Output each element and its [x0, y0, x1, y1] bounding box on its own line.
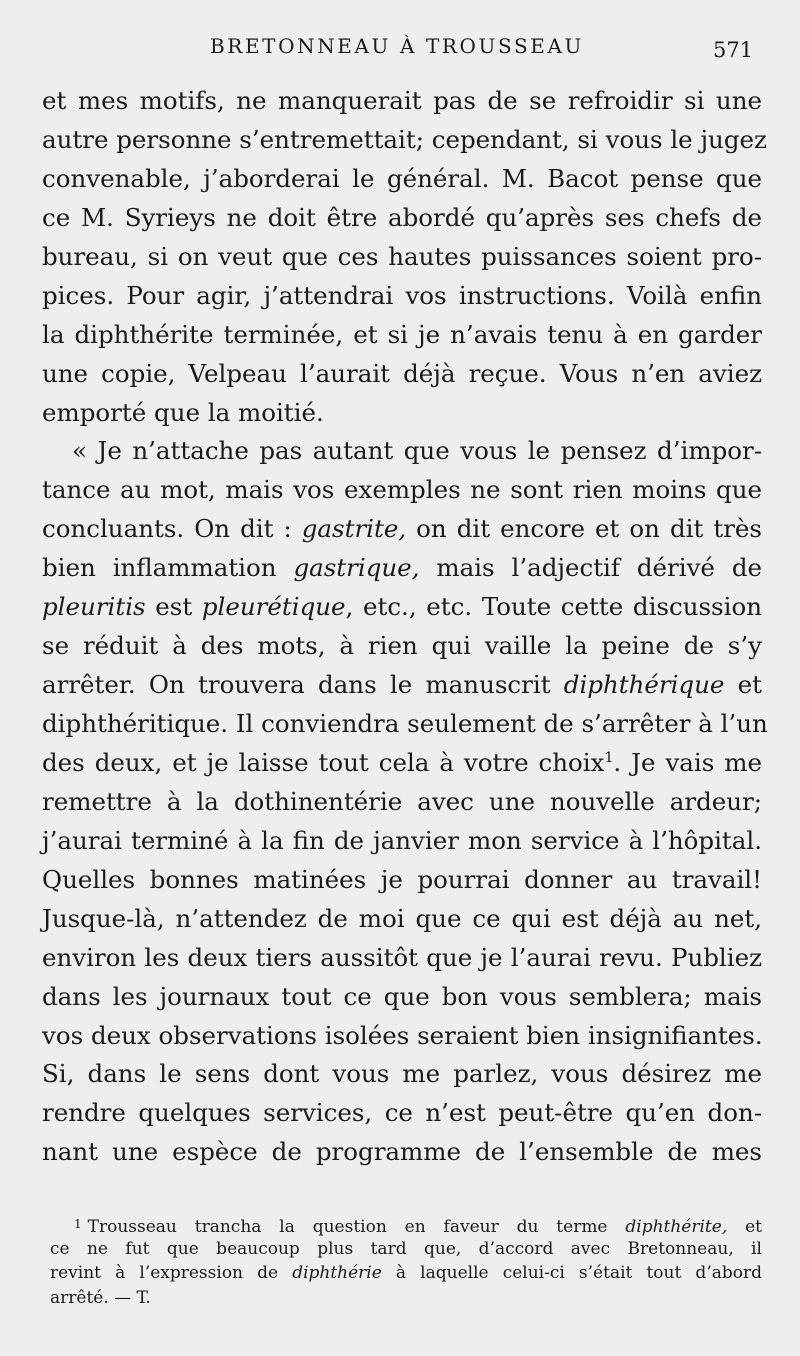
text-span: des deux, et je laisse tout cela à votre choix: [42, 747, 605, 777]
text-line: [42, 510, 762, 549]
text-span: concluants. On dit :: [42, 514, 302, 544]
text-span: bien inflammation: [42, 553, 294, 583]
text-line: rendre quelques services, ce n’est peut-être qu’en don-: [42, 1098, 762, 1128]
italic-term: diphthérique: [563, 670, 725, 700]
text-span: est: [145, 592, 202, 622]
footnote: [50, 1212, 762, 1310]
text-span: mais l’adjectif dérivé de: [419, 553, 763, 583]
footnote-line: [50, 1212, 762, 1237]
footnote-line: ce ne fut que beaucoup plus tard que, d’accord avec Bretonneau, il: [50, 1238, 762, 1259]
footnote-line: [50, 1261, 762, 1286]
text-line: et mes motifs, ne manquerait pas de se refroidir si une: [42, 86, 762, 115]
text-line: j’aurai terminé à la fin de janvier mon service à l’hôpital.: [42, 825, 762, 855]
text-line: dans les journaux tout ce que bon vous semblera; mais: [42, 981, 762, 1011]
text-line: la diphthérite terminée, et si je n’avais tenu à en garder: [42, 319, 762, 349]
text-line: bureau, si on veut que ces hautes puissances soient pro-: [42, 241, 762, 271]
text-line: vos deux observations isolées seraient bien insignifiantes.: [42, 1020, 763, 1050]
text-line: convenable, j’aborderai le général. M. Bacot pense que: [42, 163, 762, 193]
italic-term: diphthérite,: [625, 1217, 728, 1237]
text-line: pices. Pour agir, j’attendrai vos instructions. Voilà enfin: [42, 280, 762, 310]
footnote-marker: 1: [74, 1217, 82, 1231]
text-span: et: [724, 670, 762, 700]
footnote-line: arrêté. — T.: [50, 1287, 151, 1308]
text-line: Si, dans le sens dont vous me parlez, vous désirez me: [42, 1059, 762, 1089]
text-line: une copie, Velpeau l’aurait déjà reçue. Vous n’en aviez: [42, 358, 762, 388]
italic-term: diphthérie: [292, 1263, 382, 1283]
text-line: [42, 666, 762, 705]
text-line: ce M. Syrieys ne doit être abordé qu’après ses chefs de: [42, 202, 762, 232]
footnote-reference: 1: [604, 749, 614, 766]
text-line: diphthéritique. Il conviendra seulement de s’arrêter à l’un: [42, 709, 768, 738]
italic-term: pleuritis: [42, 592, 146, 622]
text-span: revint à l’expression de: [50, 1263, 293, 1283]
text-span: Trousseau trancha la question en faveur du terme: [87, 1217, 626, 1237]
text-span: . Je vais me: [613, 747, 762, 777]
text-line: [42, 744, 762, 783]
italic-term: gastrique,: [293, 553, 420, 583]
italic-term: gastrite,: [301, 514, 407, 544]
text-line: [42, 588, 762, 627]
text-span: et: [727, 1217, 763, 1237]
text-span: on dit encore et on dit très: [406, 514, 762, 544]
text-line: [42, 549, 762, 588]
text-line: Quelles bonnes matinées je pourrai donner au travail!: [42, 864, 762, 894]
text-line: environ les deux tiers aussitôt que je l’aurai revu. Publiez: [42, 942, 762, 972]
text-line: remettre à la dothinentérie avec une nouvelle ardeur;: [42, 786, 762, 816]
text-line: tance au mot, mais vos exemples ne sont rien moins que: [42, 475, 762, 505]
text-span: arrêter. On trouvera dans le manuscrit: [42, 670, 564, 700]
text-line: Jusque-là, n’attendez de moi que ce qui est déjà au net,: [42, 903, 762, 933]
paragraph-start-line: « Je n’attache pas autant que vous le pensez d’impor-: [72, 436, 762, 466]
italic-term: pleurétique: [201, 592, 346, 622]
page-number: 571: [713, 38, 754, 62]
text-line: emporté que la moitié.: [42, 397, 324, 427]
body-text: [42, 82, 768, 1172]
text-line: nant une espèce de programme de l’ensemble de mes: [42, 1137, 762, 1167]
text-line: autre personne s’entremettait; cependant, si vous le jugez: [42, 124, 767, 154]
running-head: BRETONNEAU À TROUSSEAU: [210, 34, 584, 58]
text-span: à laquelle celui-ci s’était tout d’abord: [381, 1263, 762, 1283]
text-line: se réduit à des mots, à rien qui vaille la peine de s’y: [42, 631, 762, 661]
text-span: , etc., etc. Toute cette discussion: [345, 592, 762, 622]
